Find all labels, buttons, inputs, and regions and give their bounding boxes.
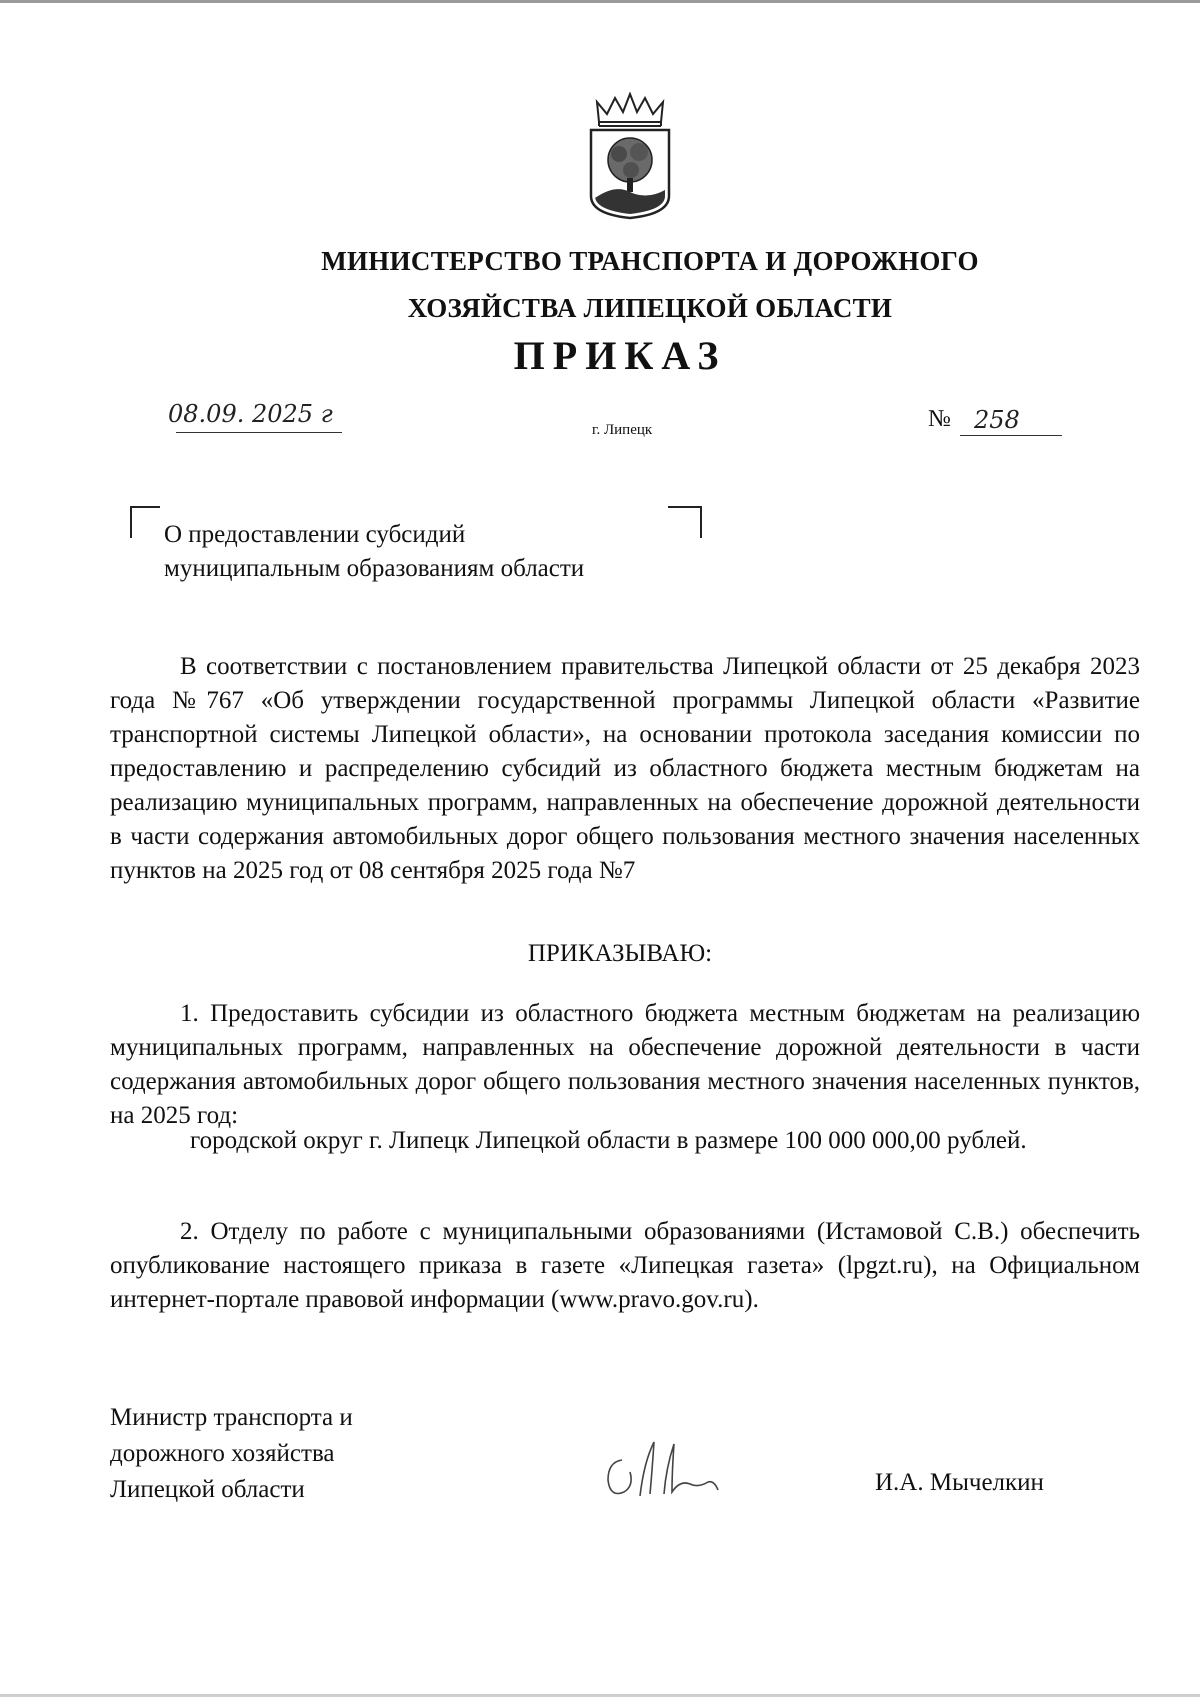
order-item-1-recipient: городской округ г. Липецк Липецкой области в размере 100 000 000,00 рублей. <box>190 1127 1027 1154</box>
subject-bracket-right <box>668 506 702 538</box>
date-underline <box>176 432 342 433</box>
subject-line2: муниципальным образованиям области <box>164 555 585 582</box>
document-type: ПРИКАЗ <box>513 333 727 378</box>
signer-position-line1: Министр транспорта и <box>110 1404 353 1431</box>
order-item-2: 2. Отделу по работе с муниципальными образованиями (Истамовой С.В.) обеспечить опубликование настоящего приказа в газете «Липецкая газета» (lpgzt.ru), на Официальном интернет-портале правовой информации (www.pravo.gov.ru). <box>110 1218 1140 1313</box>
signer-name: И.А. Мычелкин <box>875 1469 1044 1496</box>
coat-of-arms-icon <box>585 92 675 220</box>
ministry-name-line2: ХОЗЯЙСТВА ЛИПЕЦКОЙ ОБЛАСТИ <box>407 293 893 323</box>
order-heading: ПРИКАЗЫВАЮ: <box>527 940 713 967</box>
signer-position-line3: Липецкой области <box>110 1476 305 1503</box>
number-sign: № <box>928 406 951 432</box>
document-city: г. Липецк <box>592 422 653 438</box>
handwritten-signature-icon <box>600 1432 740 1506</box>
signer-position-line2: дорожного хозяйства <box>110 1440 335 1467</box>
number-underline <box>960 435 1062 436</box>
document-number: 258 <box>974 406 1020 434</box>
document-date: 08.09. 2025 г <box>168 400 333 428</box>
subject-line1: О предоставлении субсидий <box>164 521 466 548</box>
document-subject <box>164 518 584 586</box>
subject-bracket-left <box>130 506 160 538</box>
order-item-1: 1. Предоставить субсидии из областного бюджета местным бюджетам на реализацию муниципальных программ, направленных на обеспечение дорожной деятельности в части содержания автомобильных дорог общего пользования местного значения населенных пунктов, на 2025 год: <box>110 1000 1140 1129</box>
preamble-paragraph: В соответствии с постановлением правительства Липецкой области от 25 декабря 2023 года №767 «Об утверждении государственной программы Липецкой области «Развитие транспортной системы Липецкой области», на основании протокола заседания комиссии по предоставлению и распределению субсидий из областного бюджета местным бюджетам на реализацию муниципальных программ, направленных на обеспечение дорожной деятельности в части содержания автомобильных дорог общего пользования местного значения населенных пунктов на 2025 год от 08 сентября 2025 года №7 <box>110 653 1140 884</box>
scan-top-edge <box>0 0 1200 3</box>
ministry-name-line1: МИНИСТЕРСТВО ТРАНСПОРТА И ДОРОЖНОГО <box>321 246 979 276</box>
signer-position <box>110 1400 353 1508</box>
